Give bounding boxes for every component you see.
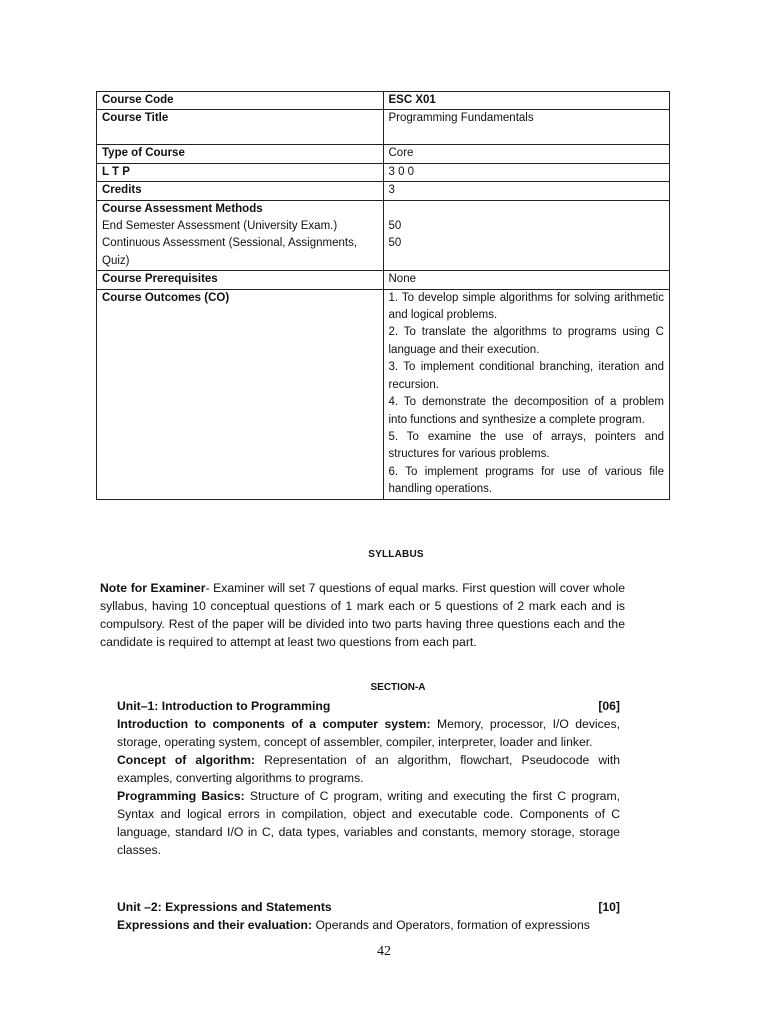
table-row	[97, 200, 670, 271]
outcome-item: 1. To develop simple algorithms for solving arithmetic and logical problems.	[388, 291, 664, 322]
examiner-note-label: Note for Examiner	[100, 581, 206, 595]
course-title-label: Course Title	[97, 110, 384, 145]
unit-2	[117, 898, 620, 934]
unit-1-title: Unit–1: Introduction to Programming	[117, 699, 331, 713]
examiner-note	[100, 579, 625, 651]
outcome-item: 4. To demonstrate the decomposition of a problem into functions and synthesize a complete program.	[388, 396, 664, 426]
ltp-label: L T P	[97, 163, 384, 181]
unit-2-title: Unit –2: Expressions and Statements	[117, 900, 332, 914]
assessment-values-cell	[383, 200, 670, 271]
outcome-item: 2. To translate the algorithms to programs using C language and their execution.	[388, 326, 664, 356]
outcome-item: 6. To implement programs for use of various file handling operations.	[388, 465, 664, 496]
end-semester-value: 50	[388, 220, 402, 233]
outcomes-cell	[383, 289, 670, 499]
type-of-course-label: Type of Course	[97, 145, 384, 163]
course-details-table	[96, 91, 670, 500]
paragraph-text: Memory, processor, I/O devices, storage, operating system, concept of assembler, compiler, interpreter, loader and linker.	[117, 717, 620, 749]
continuous-assessment-label: Continuous Assessment (Sessional, Assignments, Quiz)	[102, 237, 358, 267]
credits-value: 3	[383, 182, 670, 200]
continuous-assessment-value: 50	[388, 237, 402, 250]
paragraph-text: Operands and Operators, formation of expressions	[312, 918, 590, 932]
paragraph-lead: Programming Basics:	[117, 789, 245, 803]
table-row	[97, 110, 670, 145]
assessment-label: Course Assessment Methods	[102, 202, 263, 215]
section-a-heading: SECTION-A	[370, 682, 426, 693]
course-title-value: Programming Fundamentals	[383, 110, 670, 145]
unit-1-hours: [06]	[598, 699, 620, 713]
unit-1	[117, 697, 620, 859]
unit-2-hours: [10]	[598, 900, 620, 914]
syllabus-heading: SYLLABUS	[368, 549, 424, 560]
table-row	[97, 92, 670, 110]
course-code-label: Course Code	[97, 92, 384, 110]
end-semester-label: End Semester Assessment (University Exam.)	[102, 220, 338, 233]
page-number: 42	[377, 944, 391, 959]
table-row	[97, 289, 670, 499]
unit-1-paragraph	[117, 715, 620, 751]
assessment-cell	[97, 200, 384, 271]
outcome-item: 5. To examine the use of arrays, pointers and structures for various problems.	[388, 430, 664, 461]
paragraph-text: Representation of an algorithm, flowchart, Pseudocode with examples, converting algorithms to programs.	[117, 753, 621, 785]
unit-1-paragraph	[117, 751, 620, 787]
type-of-course-value: Core	[383, 145, 670, 163]
ltp-value: 3 0 0	[383, 163, 670, 181]
table-row	[97, 163, 670, 181]
prerequisites-label: Course Prerequisites	[97, 271, 384, 289]
paragraph-lead: Expressions and their evaluation:	[117, 918, 313, 932]
unit-1-header	[117, 697, 620, 715]
unit-1-paragraph	[117, 787, 620, 859]
unit-2-header	[117, 898, 620, 916]
course-code-value: ESC X01	[383, 92, 670, 110]
paragraph-lead: Concept of algorithm:	[117, 753, 255, 767]
unit-2-paragraph	[117, 916, 620, 934]
table-row	[97, 182, 670, 200]
paragraph-lead: Introduction to components of a computer system:	[117, 717, 431, 731]
table-row	[97, 271, 670, 289]
outcome-item: 3. To implement conditional branching, iteration and recursion.	[388, 361, 664, 391]
credits-label: Credits	[97, 182, 384, 200]
paragraph-text: Structure of C program, writing and executing the first C program, Syntax and logical errors in compilation, object and executable code. Components of C language, standard I/O in C, data types, variables and constants, memory storage, storage classes.	[117, 789, 620, 857]
outcomes-label: Course Outcomes (CO)	[97, 289, 384, 499]
table-row	[97, 145, 670, 163]
examiner-note-text: - Examiner will set 7 questions of equal marks. First question will cover whole syllabus, having 10 conceptual questions of 1 mark each or 5 questions of 2 mark each and is compulsory. Rest of the paper will be divided into two parts having three questions each and the candidate is required to attempt at least two questions from each part.	[100, 581, 625, 649]
prerequisites-value: None	[383, 271, 670, 289]
